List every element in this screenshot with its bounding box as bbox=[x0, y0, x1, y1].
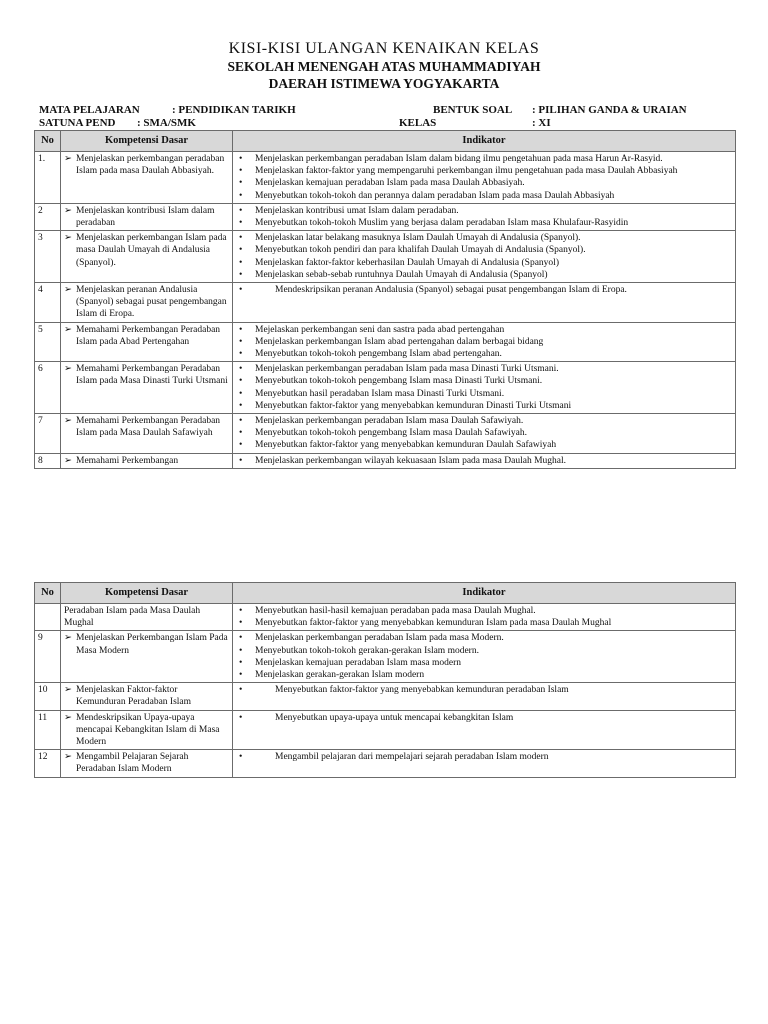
kompetensi-dasar-cell bbox=[61, 414, 233, 454]
indikator-list bbox=[236, 153, 732, 202]
kompetensi-text: Mengambil Pelajaran Sejarah Peradaban Islam Modern bbox=[76, 752, 189, 775]
kompetensi-item bbox=[64, 232, 229, 269]
kelas-value: : XI bbox=[532, 117, 551, 129]
bullet-icon: • bbox=[239, 416, 243, 427]
bullet-icon: • bbox=[239, 178, 243, 189]
mata-pelajaran-label: MATA PELAJARAN bbox=[39, 104, 140, 116]
kompetensi-item bbox=[64, 415, 229, 439]
kompetensi-text: Memahami Perkembangan Peradaban Islam pada Abad Pertengahan bbox=[76, 324, 221, 347]
indikator-cell bbox=[233, 414, 736, 454]
indikator-item bbox=[236, 232, 732, 244]
indikator-text: Menjelaskan perkembangan peradaban Islam pada masa Modern. bbox=[255, 633, 504, 644]
indikator-list bbox=[236, 632, 732, 681]
kompetensi-text: Memahami Perkembangan Peradaban Islam pada Masa Dinasti Turki Utsmani bbox=[76, 364, 228, 387]
bullet-icon: • bbox=[239, 712, 243, 723]
row-number: 7 bbox=[35, 414, 61, 454]
indikator-list bbox=[236, 455, 732, 467]
table-row bbox=[35, 683, 736, 710]
row-number: 2 bbox=[35, 203, 61, 230]
bullet-icon: • bbox=[239, 606, 243, 616]
kompetensi-item bbox=[64, 153, 229, 177]
indikator-item bbox=[236, 415, 732, 427]
indikator-item bbox=[236, 712, 732, 724]
indikator-item bbox=[236, 645, 732, 657]
arrow-bullet-icon: ➢ bbox=[64, 233, 72, 244]
school-name: SEKOLAH MENENGAH ATAS MUHAMMADIYAH bbox=[227, 59, 541, 74]
arrow-bullet-icon: ➢ bbox=[64, 633, 72, 644]
table-row bbox=[35, 750, 736, 777]
indikator-item bbox=[236, 244, 732, 256]
indikator-cell bbox=[233, 322, 736, 362]
indikator-text: Menyebutkan tokoh-tokoh dan perannya dalam peradaban Islam pada masa Daulah Abbasiyah bbox=[255, 190, 615, 201]
kompetensi-dasar-cell bbox=[61, 710, 233, 750]
bullet-icon: • bbox=[239, 364, 243, 375]
bullet-icon: • bbox=[239, 618, 243, 629]
bullet-icon: • bbox=[239, 633, 243, 644]
kompetensi-dasar-cell bbox=[61, 283, 233, 323]
indikator-cell bbox=[233, 683, 736, 710]
bullet-icon: • bbox=[239, 257, 243, 268]
table-row bbox=[35, 710, 736, 750]
region-name: DAERAH ISTIMEWA YOGYAKARTA bbox=[268, 76, 500, 91]
indikator-item bbox=[236, 205, 732, 217]
arrow-bullet-icon: ➢ bbox=[64, 455, 72, 466]
indikator-item bbox=[236, 336, 732, 348]
kompetensi-text: Menjelaskan Faktor-faktor Kemunduran Peradaban Islam bbox=[76, 685, 192, 708]
indikator-list bbox=[236, 232, 732, 281]
indikator-list bbox=[236, 284, 732, 296]
table-header-row bbox=[35, 583, 736, 604]
table-row bbox=[35, 631, 736, 683]
kompetensi-dasar-cell bbox=[61, 604, 233, 631]
header-kompetensi-dasar: Kompetensi Dasar bbox=[61, 583, 233, 604]
bullet-icon: • bbox=[239, 218, 243, 229]
row-number: 10 bbox=[35, 683, 61, 710]
arrow-bullet-icon: ➢ bbox=[64, 364, 72, 375]
bullet-icon: • bbox=[239, 336, 243, 347]
arrow-bullet-icon: ➢ bbox=[64, 752, 72, 763]
indikator-list bbox=[236, 712, 732, 724]
bullet-icon: • bbox=[239, 440, 243, 451]
indikator-text: Menyebutkan upaya-upaya untuk mencapai kebangkitan Islam bbox=[275, 712, 514, 723]
indikator-list bbox=[236, 363, 732, 412]
table-row bbox=[35, 322, 736, 362]
arrow-bullet-icon: ➢ bbox=[64, 416, 72, 427]
kompetensi-dasar-cell bbox=[61, 362, 233, 414]
indikator-list bbox=[236, 684, 732, 696]
kompetensi-dasar-cell bbox=[61, 322, 233, 362]
indikator-text: Menyebutkan hasil peradaban Islam masa Dinasti Turki Utsmani. bbox=[255, 388, 505, 399]
indikator-item bbox=[236, 455, 732, 467]
table-row bbox=[35, 453, 736, 468]
indikator-item bbox=[236, 348, 732, 360]
indikator-list bbox=[236, 415, 732, 452]
row-number: 5 bbox=[35, 322, 61, 362]
bullet-icon: • bbox=[239, 657, 243, 668]
indikator-item bbox=[236, 605, 732, 617]
bentuk-soal-label: BENTUK SOAL bbox=[433, 104, 513, 116]
indikator-item bbox=[236, 284, 732, 296]
indikator-text: Menjelaskan kemajuan peradaban Islam masa modern bbox=[255, 657, 462, 668]
indikator-item bbox=[236, 684, 732, 696]
indikator-text: Menyebutkan tokoh pendiri dan para khalifah Daulah Umayah di Andalusia (Spanyol). bbox=[255, 245, 586, 256]
indikator-item bbox=[236, 427, 732, 439]
indikator-text: Menjelaskan faktor-faktor keberhasilan Daulah Umayah di Andalusia (Spanyol) bbox=[255, 257, 559, 268]
indikator-cell bbox=[233, 710, 736, 750]
indikator-item bbox=[236, 165, 732, 177]
indikator-list bbox=[236, 751, 732, 763]
indikator-item bbox=[236, 657, 732, 669]
indikator-text: Menjelaskan perkembangan peradaban Islam pada masa Dinasti Turki Utsmani. bbox=[255, 364, 559, 375]
kompetensi-item bbox=[64, 455, 229, 467]
bullet-icon: • bbox=[239, 285, 243, 296]
header-no: No bbox=[35, 131, 61, 152]
indikator-text: Menjelaskan latar belakang masuknya Islam Daulah Umayah di Andalusia (Spanyol). bbox=[255, 233, 581, 244]
indikator-text: Menjelaskan kontribusi umat Islam dalam peradaban. bbox=[255, 205, 459, 216]
indikator-text: Menjelaskan perkembangan Islam abad pertengahan dalam berbagai bidang bbox=[255, 336, 544, 347]
header-no: No bbox=[35, 583, 61, 604]
indikator-text: Mejelaskan perkembangan seni dan sastra pada abad pertengahan bbox=[255, 324, 505, 335]
bullet-icon: • bbox=[239, 455, 243, 466]
bullet-icon: • bbox=[239, 190, 243, 201]
row-number: 3 bbox=[35, 231, 61, 283]
kisi-kisi-table-1 bbox=[34, 130, 736, 469]
indikator-text: Menyebutkan faktor-faktor yang menyebabkan kemunduran peradaban Islam bbox=[275, 685, 569, 696]
indikator-item bbox=[236, 617, 732, 629]
header-indikator: Indikator bbox=[233, 583, 736, 604]
kompetensi-text: Menjelaskan perkembangan peradaban Islam pada masa Daulah Abbasiyah. bbox=[76, 154, 225, 177]
indikator-item bbox=[236, 669, 732, 681]
kompetensi-text: Menjelaskan peranan Andalusia (Spanyol) sebagai pusat pengembangan Islam di Eropa. bbox=[76, 285, 227, 320]
kelas-label: KELAS bbox=[399, 117, 437, 129]
indikator-cell bbox=[233, 750, 736, 777]
indikator-cell bbox=[233, 604, 736, 631]
bullet-icon: • bbox=[239, 205, 243, 216]
bentuk-soal-value: : PILIHAN GANDA & URAIAN bbox=[532, 104, 687, 116]
bullet-icon: • bbox=[239, 752, 243, 763]
bullet-icon: • bbox=[239, 324, 243, 335]
row-number: 4 bbox=[35, 283, 61, 323]
arrow-bullet-icon: ➢ bbox=[64, 685, 72, 696]
indikator-text: Menjelaskan sebab-sebab runtuhnya Daulah Umayah di Andalusia (Spanyol) bbox=[255, 269, 548, 280]
kompetensi-dasar-cell bbox=[61, 152, 233, 204]
indikator-item bbox=[236, 388, 732, 400]
arrow-bullet-icon: ➢ bbox=[64, 712, 72, 723]
indikator-text: Menjelaskan perkembangan peradaban Islam dalam bidang ilmu pengetahuan pada masa Harun Ar-Rasyid. bbox=[255, 154, 663, 164]
row-number: 11 bbox=[35, 710, 61, 750]
indikator-cell bbox=[233, 152, 736, 204]
document-title: KISI-KISI ULANGAN KENAIKAN KELAS bbox=[228, 40, 540, 57]
bullet-icon: • bbox=[239, 376, 243, 387]
indikator-text: Menyebutkan tokoh-tokoh gerakan-gerakan Islam modern. bbox=[255, 645, 479, 656]
kompetensi-dasar-cell bbox=[61, 203, 233, 230]
satuna-pend-label: SATUNA PEND bbox=[39, 117, 116, 129]
kompetensi-dasar-cell bbox=[61, 750, 233, 777]
row-number: 1. bbox=[35, 152, 61, 204]
row-number: 9 bbox=[35, 631, 61, 683]
indikator-cell bbox=[233, 283, 736, 323]
kompetensi-dasar-cell bbox=[61, 231, 233, 283]
indikator-item bbox=[236, 217, 732, 229]
kompetensi-item bbox=[64, 684, 229, 708]
indikator-item bbox=[236, 153, 732, 165]
kompetensi-item bbox=[64, 363, 229, 387]
table-1-body bbox=[35, 152, 736, 469]
kompetensi-dasar-cell bbox=[61, 453, 233, 468]
table-row bbox=[35, 152, 736, 204]
bullet-icon: • bbox=[239, 685, 243, 696]
indikator-cell bbox=[233, 231, 736, 283]
indikator-text: Menjelaskan perkembangan wilayah kekuasaan Islam pada masa Daulah Mughal. bbox=[255, 455, 567, 466]
bullet-icon: • bbox=[239, 233, 243, 244]
indikator-item bbox=[236, 439, 732, 451]
kompetensi-item bbox=[64, 605, 229, 629]
kompetensi-item bbox=[64, 751, 229, 775]
bullet-icon: • bbox=[239, 428, 243, 439]
kompetensi-text: Memahami Perkembangan Peradaban Islam pada Masa Daulah Safawiyah bbox=[76, 416, 221, 439]
indikator-item bbox=[236, 363, 732, 375]
indikator-item bbox=[236, 257, 732, 269]
indikator-item bbox=[236, 632, 732, 644]
kompetensi-text: Menjelaskan kontribusi Islam dalam peradaban bbox=[76, 205, 215, 229]
indikator-text: Menyebutkan faktor-faktor yang menyebabkan kemunduran Daulah Safawiyah bbox=[255, 440, 557, 451]
arrow-bullet-icon: ➢ bbox=[64, 285, 72, 296]
bullet-icon: • bbox=[239, 166, 243, 177]
table-row bbox=[35, 414, 736, 454]
kompetensi-text: Menjelaskan perkembangan Islam pada masa Daulah Umayah di Andalusia (Spanyol). bbox=[76, 233, 227, 268]
kompetensi-text: Mendeskripsikan Upaya-upaya mencapai Kebangkitan Islam di Masa Modern bbox=[76, 712, 220, 748]
indikator-text: Menyebutkan tokoh-tokoh pengembang Islam abad pertengahan. bbox=[255, 349, 502, 360]
indikator-item bbox=[236, 324, 732, 336]
indikator-list bbox=[236, 324, 732, 361]
bullet-icon: • bbox=[239, 388, 243, 399]
kisi-kisi-table-2 bbox=[34, 582, 736, 778]
indikator-text: Menjelaskan kemajuan peradaban Islam pada masa Daulah Abbasiyah. bbox=[255, 178, 525, 189]
indikator-text: Menyebutkan hasil-hasil kemajuan peradaban pada masa Daulah Mughal. bbox=[255, 606, 536, 616]
arrow-bullet-icon: ➢ bbox=[64, 205, 72, 216]
kompetensi-item bbox=[64, 632, 229, 656]
table-row bbox=[35, 203, 736, 230]
kompetensi-text: Memahami Perkembangan bbox=[76, 455, 179, 466]
indikator-text: Menjelaskan perkembangan peradaban Islam masa Daulah Safawiyah. bbox=[255, 416, 524, 427]
kompetensi-item bbox=[64, 284, 229, 321]
kompetensi-item bbox=[64, 324, 229, 348]
arrow-bullet-icon: ➢ bbox=[64, 324, 72, 335]
indikator-text: Menjelaskan faktor-faktor yang mempengaruhi perkembangan ilmu pengetahuan pada masa Daulah Abbasiyah bbox=[255, 166, 678, 177]
indikator-item bbox=[236, 400, 732, 412]
header-indikator: Indikator bbox=[233, 131, 736, 152]
indikator-text: Mengambil pelajaran dari mempelajari sejarah peradaban Islam modern bbox=[275, 752, 549, 763]
indikator-cell bbox=[233, 453, 736, 468]
kompetensi-dasar-cell bbox=[61, 683, 233, 710]
kompetensi-text: Peradaban Islam pada Masa Daulah Mughal bbox=[64, 606, 201, 629]
indikator-item bbox=[236, 269, 732, 281]
indikator-text: Menyebutkan tokoh-tokoh pengembang Islam masa Daulah Safawiyah. bbox=[255, 428, 527, 439]
row-number bbox=[35, 604, 61, 631]
header-kompetensi-dasar: Kompetensi Dasar bbox=[61, 131, 233, 152]
bullet-icon: • bbox=[239, 154, 243, 164]
indikator-text: Menyebutkan faktor-faktor yang menyebabkan kemunduran Islam pada masa Daulah Mughal bbox=[255, 618, 612, 629]
indikator-text: Mendeskripsikan peranan Andalusia (Spanyol) sebagai pusat pengembangan Islam di Eropa. bbox=[275, 285, 627, 296]
document-header bbox=[0, 40, 768, 92]
indikator-cell bbox=[233, 203, 736, 230]
table-row bbox=[35, 283, 736, 323]
table-row bbox=[35, 604, 736, 631]
indikator-item bbox=[236, 751, 732, 763]
kompetensi-item bbox=[64, 712, 229, 749]
bullet-icon: • bbox=[239, 670, 243, 681]
table-2-body bbox=[35, 604, 736, 778]
indikator-cell bbox=[233, 631, 736, 683]
indikator-text: Menyebutkan tokoh-tokoh Muslim yang berjasa dalam peradaban Islam masa Khulafaur-Rasyidin bbox=[255, 218, 629, 229]
bullet-icon: • bbox=[239, 349, 243, 360]
indikator-text: Menyebutkan tokoh-tokoh pengembang Islam masa Dinasti Turki Utsmani. bbox=[255, 376, 543, 387]
bullet-icon: • bbox=[239, 645, 243, 656]
row-number: 8 bbox=[35, 453, 61, 468]
mata-pelajaran-value: : PENDIDIKAN TARIKH bbox=[172, 104, 296, 116]
row-number: 6 bbox=[35, 362, 61, 414]
indikator-list bbox=[236, 205, 732, 229]
kompetensi-item bbox=[64, 205, 229, 229]
bullet-icon: • bbox=[239, 245, 243, 256]
indikator-item bbox=[236, 375, 732, 387]
bullet-icon: • bbox=[239, 400, 243, 411]
indikator-cell bbox=[233, 362, 736, 414]
kompetensi-text: Menjelaskan Perkembangan Islam Pada Masa Modern bbox=[76, 633, 228, 656]
satuna-pend-value: : SMA/SMK bbox=[137, 117, 196, 129]
indikator-text: Menyebutkan faktor-faktor yang menyebabkan kemunduran Dinasti Turki Utsmani bbox=[255, 400, 572, 411]
indikator-item bbox=[236, 177, 732, 189]
table-row bbox=[35, 362, 736, 414]
bullet-icon: • bbox=[239, 269, 243, 280]
arrow-bullet-icon: ➢ bbox=[64, 154, 72, 164]
table-header-row bbox=[35, 131, 736, 152]
table-row bbox=[35, 231, 736, 283]
indikator-item bbox=[236, 190, 732, 202]
indikator-text: Menjelaskan gerakan-gerakan Islam modern bbox=[255, 670, 425, 681]
kompetensi-dasar-cell bbox=[61, 631, 233, 683]
indikator-list bbox=[236, 605, 732, 629]
row-number: 12 bbox=[35, 750, 61, 777]
